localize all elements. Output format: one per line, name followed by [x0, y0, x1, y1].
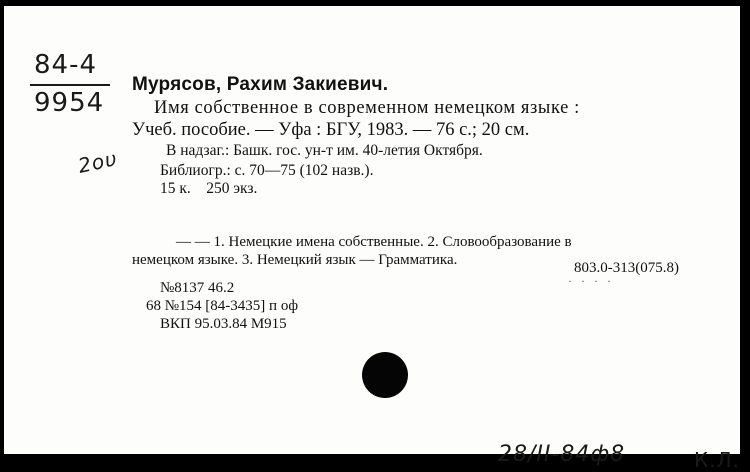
- registry-line-1: №8137 46.2: [160, 280, 235, 296]
- edition-line: 15 к. 250 экз.: [160, 180, 258, 197]
- subjects-line-1: — — 1. Немецкие имена собственные. 2. Словообразование в: [176, 234, 572, 250]
- author-heading: Мурясов, Рахим Закиевич.: [132, 74, 389, 95]
- call-number-bottom: 9954: [34, 88, 105, 118]
- title-line-1: Имя собственное в современном немецком языке :: [154, 98, 580, 118]
- subjects-line-2: немецком языке. 3. Немецкий язык — Грамматика.: [132, 252, 458, 268]
- handwritten-date: 28/II-84ф8: [498, 442, 626, 467]
- handwritten-initials: К.Л.: [694, 448, 740, 472]
- registry-line-3: ВКП 95.03.84 М915: [160, 316, 287, 332]
- catalog-card: [4, 6, 740, 472]
- classification-dots: · · · ·: [568, 274, 614, 288]
- note-line-2: Библиогр.: с. 70—75 (102 назв.).: [160, 162, 374, 179]
- note-line-1: В надзаг.: Башк. гос. ун-т им. 40-летия Октября.: [166, 142, 483, 159]
- call-number-divider: [30, 84, 110, 86]
- punch-hole: [362, 352, 408, 398]
- title-line-2: Учеб. пособие. — Уфа : БГУ, 1983. — 76 с.; 20 см.: [132, 120, 530, 140]
- classification-code: 803.0-313(075.8): [574, 260, 679, 276]
- call-number-top: 84-4: [34, 50, 98, 80]
- registry-line-2: 68 №154 [84-3435] п оф: [146, 298, 299, 314]
- handwritten-note: 2ου: [75, 146, 120, 178]
